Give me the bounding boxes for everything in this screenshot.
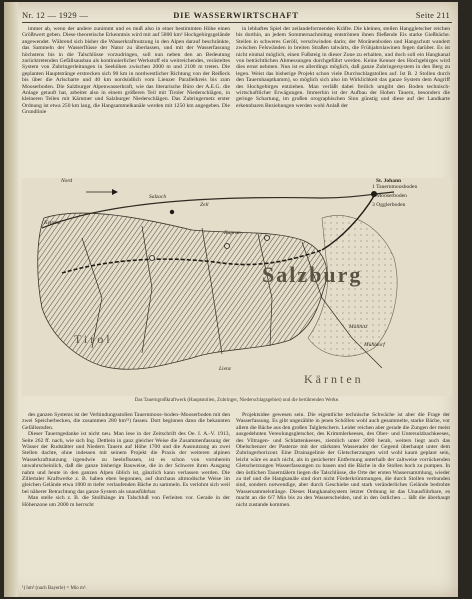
paragraph: Man stelle sich z. B. die Stollhänge im Talschluß von Ferleiten vor. Gerade in der Höhenzone um 2000 m herrscht	[22, 495, 230, 508]
map-label-tirol: Tirol	[74, 332, 113, 346]
journal-title: DIE WASSERWIRTSCHAFT	[173, 10, 299, 20]
map-label-muehldorf: Mühldorf	[364, 342, 385, 348]
map-label-region: Salzburg	[262, 262, 363, 287]
map-caption: Das Tauerngroßkraftwerk (Hauptstollen, Zubringer, Niederschlagsgebiet) und die berührenden Werke.	[134, 398, 340, 403]
paragraph: Dieser Tauerngedanke ist nicht neu. Man lese in der Zeitschrift des Oe. I. A.-V. 1913, Seite 262 ff. nach, wie sich Ing. Dettlein in ganz gleicher Weise die Zusammenfassung der Wässer der Rudstätter und Niedern Tauern auf Höhe 1700 und die Ausnutzung an zwei Stellen dachte, ohne indessen mit seinem Projekt die Praxis der weiteren alpinen Wasserkraftnutzung irgendwie zu beeinflussen, ist es schon von vornherein unwahrscheinlich, daß die ganze bisherige Bauweise, die in der Schwere ihren Ausgang nahm und heute in den ganzen Alpen üblich ist, gänzlich kann verlassen werden. Die Zillertaler Kraftwerke z. B. haben eben begonnen, auf durchaus altmodische Weise im gleichen Gelände etwa 1000 m tiefer verlaufenden Bäche zu sammeln. Es verlohnt sich weil bei näherer Betrachtung das ganze System als unausführbar.	[22, 431, 230, 495]
map-label-st-johann: St. Johann	[376, 178, 402, 184]
legend-item: 3 Ogglerboden	[372, 202, 406, 208]
footnote: ¹) hm³ (nach Bayerle) = Mio m³.	[22, 586, 87, 591]
map-legend	[372, 183, 417, 210]
map-label-lienz: Lienz	[219, 366, 231, 372]
text-column-right-top	[236, 26, 450, 176]
issue-number: Nr. 12 — 1929 —	[22, 10, 89, 20]
paragraph: in lebhaftes Spiel der zeilandeformenden Kräfte. Die kleinen, steilen Hanggletscher reichen bis dorthin, an jedem Sommernachmittag entströmen ihnen fließende Eis starke Gießbäche. Steilen in schweres Geröll, verschwinden darin; der Moränenboden und Hangschutt wandert zwischen Felswänden in breiten Straßen talwärts, die Frühjahrslawinen fegen darüber. Es ist nicht einmal möglich, einen Fußsteig in dieser Zone zu erhalten, und doch soll ein Hangkanal von beträchtlichen Abmessungen durchgeführt werden. Keine Kenner des Hochgebirges wird dies ernst nehmen. Nun ist es allerdings möglich, daß ganze Zubringersystem in den Berg zu legen. Weist das bisherige Projekt schon viele Durchschlagstollen auf. Ist B. 2 Stollen durch den Tauernhauptkamm), so möglich sich also im Wirklichkeit das ganze System dem Angriff des Hochgebirges entziehen. Man verläßt dabei freilich umgibt den Boden technisch-wirtschaftlicher Erwägungen. Immerhin ist der Aufbau der Hohen Tauern, besonders die geringe Schartung, im großen orographischen Sinn günstig und diese auf der Landkarte erkennbaren Beziehungen werden wohl Anlaß der	[236, 26, 450, 109]
paragraph: Projektsidee gewesen sein. Die eigentliche technische Schwäche ist aber die Frage der Wasserfassung. Es gibt ungezählte in jenen Schöllen wohl auch gesammelte, starke Bäche, vor allem die Bäche aus den großen Talgletschern. Leider reichen aber gerade die Zungen der meist ausgedehnten Vereolungsgletscher, des Krimmlerkeeses, des Ober- und Untersulzbachkeeses, des Viltragen- und Schlattenkeeses, ziemlich unter 2000 herab, weiters liegt auch das Obelschenzer der Pasterze mit der stärksten Wasserader der Gegend überhaupt unter dem Zubringerhorizont. Eine Drainagelinie der Gletscherzungen wird wohl kaum geplant sein, leicht wäre es auch nicht, als in gesicherter Entfernung unterhalb der zaltweise vorrückenden Gletscherzungen Wasserfassungen zu bauen und die Bäche in die Stollen hoch zu pumpen. In den östlichen Tauerntälern liegen die Talschlüsse, die Orte der ersten Wassersammlung, wieder zu tief und die Hangkanäle sind dort nicht Förderkrümmungen, die durch Stollen verbunden sind, sondern notwendige, aber durch Geschiebe und stark veränderliches Gelände bedrohte Wassersammelstränge. Dieses Hangkanalsystem letzter Ordnung ist das Unausführbare, es macht an die 6/7 Mio bis zu den Wasserscheiden, und in den östlichen ... läßt die überhaupt nicht zustande kommen.	[236, 412, 450, 508]
legend-item: 1 Tauernmoosboden	[372, 184, 418, 190]
map-label-krimml: Krimml	[44, 220, 61, 226]
map-label-mallnitz: Mallnitz	[349, 324, 368, 330]
map-label-salzach: Salzach	[149, 194, 167, 200]
paragraph: immer ab, wenn der andere zunimmt und es muß also in einer bestimmten Höhe einen Größtwert geben. Diese theoretische Erkenntnis wird mit auf 5800 km² Hochgebirgsgelände angewendet. Während sich bisher die Wasserkraftnutzung in den Alpen darauf beschränkte, das Sammeln der Wasserflüsse der Natur zu überlassen, und mit der Wasserfassung höchstens bis in die Talschlüsse vorzudringen, soll nun neben den an Bedeutung zurücktretenden Gefällsausbau als kontinuierlicher Werkstoff ein weitreichendes, verästeltes System von Zubringerleitungen in Seehöhen zwischen 2000 m und 2100 m treten. Die geplanten Hauptstränge erstrecken sich 90 km in nordwestlicher Richtung von der Reißeck bis über die Arlscharte und 40 km nordsüdlich vom Lienzer Parallelkreis bis zum Mooserboden. Die Salzburger Alpenwasserkraft, wie das literarische Büro der A.E.G. die Anlage getauft hat, arbeitet also in einem größeren Teil mit Tiroler Niederschlägen, in kleineren Teilen mit Kärntner und Salzburger Niederschlägen. Das Zubringernetz erster Ordnung ist etwa 250 km lang, die Hangsammelkanäle werden mit 1250 km angegeben. Die Grundlinie	[22, 26, 230, 116]
page-binding-shadow	[4, 2, 18, 597]
paragraph: des ganzen Systems ist der Verbindungsstollen Tauernmoos–boden–Mooserboden mit den zwei Speicherbecken, die zusammen 280 hm³¹) fassen. Dort beginnen dann die bekannten Gefällsstufen.	[22, 412, 230, 431]
text-column-right-bottom	[236, 412, 450, 592]
map-label-zell: Zell	[200, 202, 209, 208]
legend-item: 2 Mooserboden	[372, 193, 407, 199]
map-label-kaernten: Kärnten	[304, 372, 364, 386]
text-column-left-bottom	[22, 412, 230, 592]
page-number: Seite 211	[415, 10, 450, 20]
page-header	[22, 10, 450, 22]
header-rule	[22, 22, 452, 23]
tauern-map-figure	[22, 178, 452, 396]
scanned-page	[4, 2, 458, 597]
map-label-nord: Nord	[61, 178, 73, 184]
map-label-kaprun: Kaprun	[224, 230, 241, 236]
